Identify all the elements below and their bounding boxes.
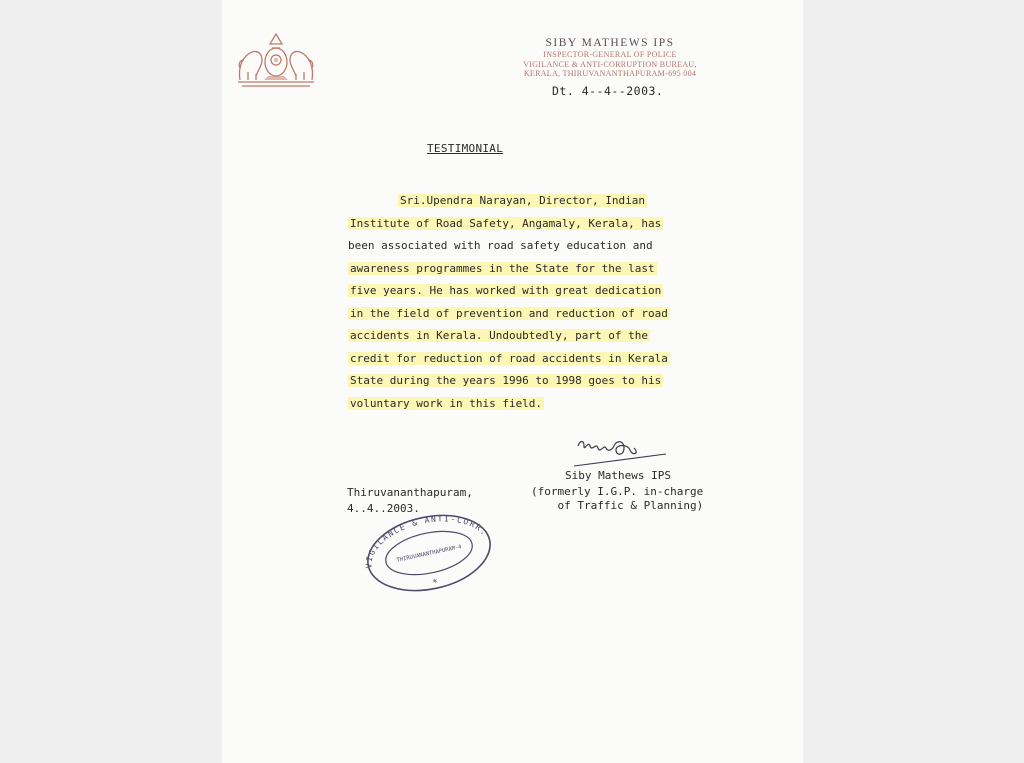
- letterhead-designation: INSPECTOR-GENERAL OF POLICE: [543, 50, 677, 59]
- place-date: 4..4..2003.: [347, 502, 420, 515]
- letterhead-bureau: VIGILANCE & ANTI-CORRUPTION BUREAU,: [523, 59, 697, 69]
- body-line: Institute of Road Safety, Angamaly, Kerala, has: [350, 216, 662, 230]
- official-seal-stamp: [362, 508, 496, 598]
- place-city: Thiruvananthapuram,: [347, 486, 473, 499]
- signatory-name: Siby Mathews IPS: [565, 469, 671, 482]
- testimonial-body: [348, 190, 688, 415]
- letter-date: Dt. 4--4--2003.: [552, 84, 664, 98]
- seal-outer-text: VIGILANCE & ANTI-CORR.: [364, 514, 490, 569]
- letterhead: [510, 37, 710, 79]
- body-line: in the field of prevention and reduction of road: [350, 306, 668, 320]
- seal-inner-text: THIRUVANANTHAPURAM-4: [396, 544, 463, 564]
- document-page: [222, 0, 803, 763]
- body-line: Sri.Upendra Narayan, Director, Indian: [400, 194, 646, 207]
- handwritten-signature: [572, 436, 672, 470]
- body-line: awareness programmes in the State for the last: [350, 261, 655, 275]
- body-line: accidents in Kerala. Undoubtedly, part of the: [350, 329, 649, 342]
- letterhead-name: SIBY MATHEWS IPS: [545, 37, 675, 49]
- signatory-description: (formerly I.G.P. in-charge of Traffic & Planning): [531, 485, 704, 512]
- body-line: been associated with road safety education and: [348, 239, 653, 252]
- seal-star: *: [431, 577, 440, 589]
- letterhead-address: KERALA, THIRUVANANTHAPURAM-695 004: [523, 69, 697, 78]
- svg-text:VIGILANCE & ANTI-CORR. BUREAU: [362, 508, 494, 571]
- body-line: State during the years 1996 to 1998 goes to his: [350, 374, 662, 387]
- body-line: voluntary work in this field.: [350, 396, 543, 410]
- document-title: TESTIMONIAL: [427, 142, 504, 155]
- body-line: credit for reduction of road accidents in Kerala: [350, 351, 668, 365]
- kerala-emblem-icon: [234, 30, 318, 90]
- body-line: five years. He has worked with great dedication: [350, 284, 662, 297]
